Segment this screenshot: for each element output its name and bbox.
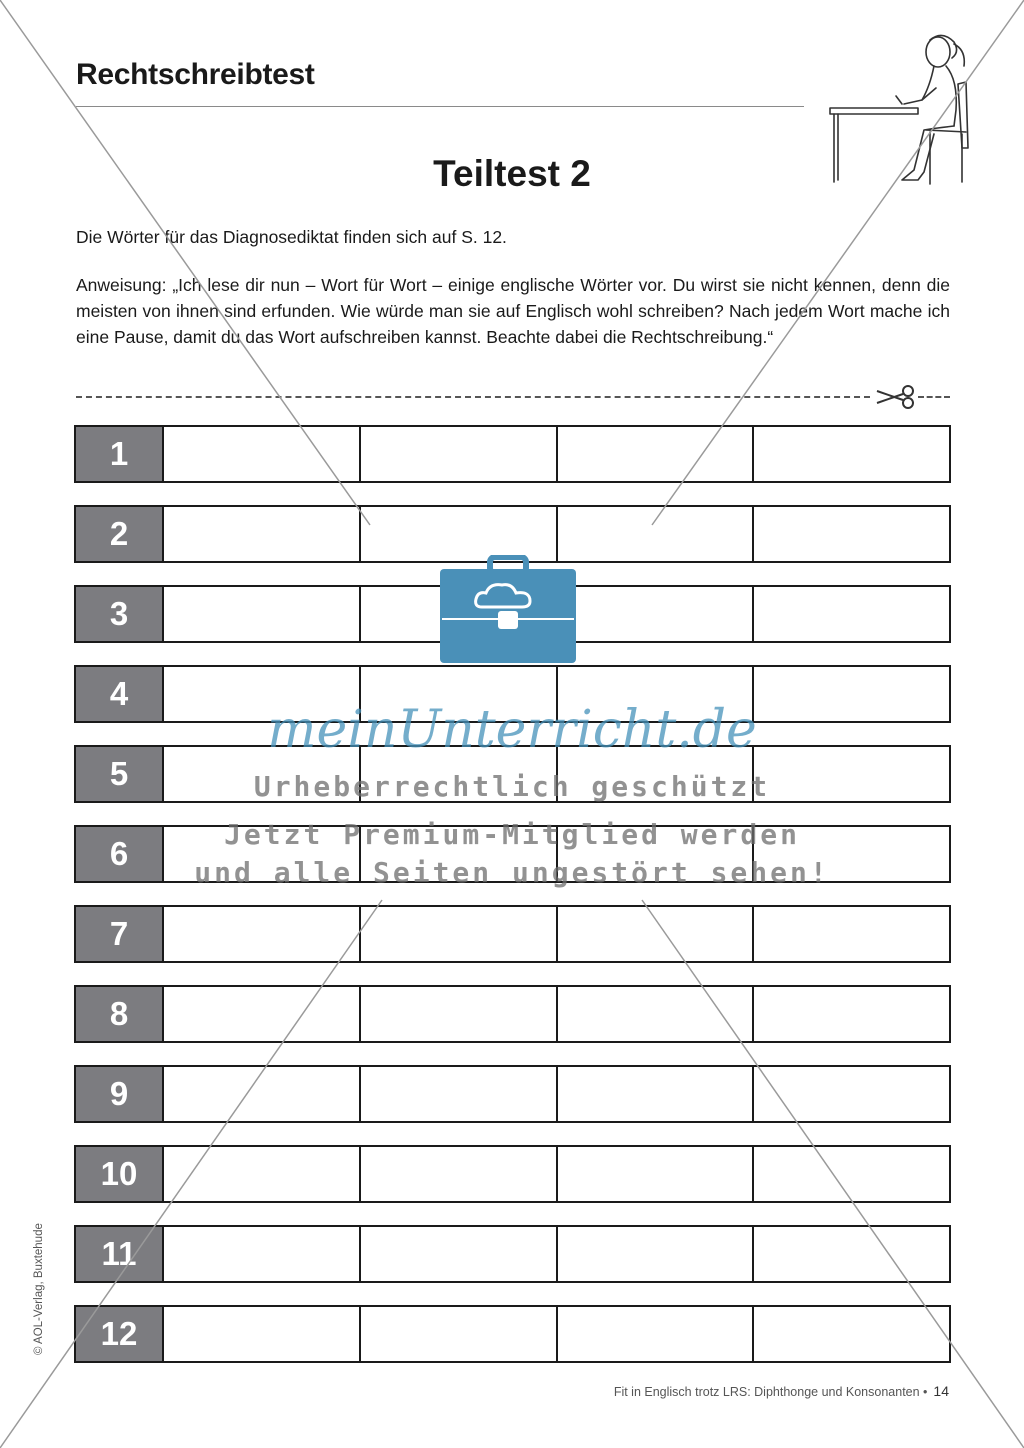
answer-cell[interactable] xyxy=(164,427,361,481)
answer-cell[interactable] xyxy=(164,507,361,561)
header-divider xyxy=(76,106,804,107)
row-number: 12 xyxy=(76,1307,164,1361)
footer-text: Fit in Englisch trotz LRS: Diphthonge und Konsonanten • xyxy=(613,1385,928,1399)
answer-row xyxy=(74,1065,951,1123)
row-number: 9 xyxy=(76,1067,164,1121)
page-footer xyxy=(614,1383,949,1399)
answer-cell[interactable] xyxy=(754,907,949,961)
answer-cell[interactable] xyxy=(754,987,949,1041)
answer-cell[interactable] xyxy=(164,1147,361,1201)
watermark-line-3: und alle Seiten ungestört sehen! xyxy=(194,856,830,889)
answer-cell[interactable] xyxy=(754,427,949,481)
answer-cell[interactable] xyxy=(164,907,361,961)
answer-row xyxy=(74,1305,951,1363)
row-number: 2 xyxy=(76,507,164,561)
watermark-line-2: Jetzt Premium-Mitglied werden xyxy=(224,818,800,851)
answer-cell[interactable] xyxy=(164,1067,361,1121)
answer-cell[interactable] xyxy=(164,987,361,1041)
row-number: 4 xyxy=(76,667,164,721)
answer-cell[interactable] xyxy=(361,907,558,961)
answer-cell[interactable] xyxy=(361,1147,558,1201)
answer-cell[interactable] xyxy=(754,1067,949,1121)
watermark-brand: meinUnterricht.de xyxy=(267,700,757,760)
answer-cell[interactable] xyxy=(754,1227,949,1281)
answer-cell[interactable] xyxy=(361,1067,558,1121)
answer-cell[interactable] xyxy=(754,587,949,641)
answer-cell[interactable] xyxy=(558,1227,755,1281)
answer-cell[interactable] xyxy=(558,1147,755,1201)
answer-cell[interactable] xyxy=(361,1307,558,1361)
row-number: 1 xyxy=(76,427,164,481)
subtest-heading: Teiltest 2 xyxy=(433,153,591,194)
answer-cell[interactable] xyxy=(754,507,949,561)
answer-row xyxy=(74,905,951,963)
answer-row xyxy=(74,1225,951,1283)
answer-cell[interactable] xyxy=(754,1307,949,1361)
page-number: 14 xyxy=(933,1383,949,1399)
copyright-notice: © AOL-Verlag, Buxtehude xyxy=(33,1223,45,1355)
answer-cell[interactable] xyxy=(558,987,755,1041)
answer-row xyxy=(74,985,951,1043)
cut-line-end xyxy=(918,396,950,398)
instruction-text: Anweisung: „Ich lese dir nun – Wort für Wort – einige englische Wörter vor. Du wirst sie nicht kennen, denn die meisten von ihnen sind erfunden. Wie würde man sie auf Englisch wohl schreiben? Nach jedem Wort mache ich eine Pause, damit du das Wort aufschreiben kannst. Beachte dabei die Rechtschreibung.“ xyxy=(76,275,950,347)
watermark-line-1: Urheberrechtlich geschützt xyxy=(253,770,771,803)
answer-cell[interactable] xyxy=(754,1147,949,1201)
row-number: 11 xyxy=(76,1227,164,1281)
answer-cell[interactable] xyxy=(164,1307,361,1361)
answer-cell[interactable] xyxy=(164,1227,361,1281)
row-number: 8 xyxy=(76,987,164,1041)
row-number: 6 xyxy=(76,827,164,881)
answer-cell[interactable] xyxy=(558,1307,755,1361)
answer-cell[interactable] xyxy=(558,1067,755,1121)
answer-cell[interactable] xyxy=(361,427,558,481)
row-number: 7 xyxy=(76,907,164,961)
row-number: 5 xyxy=(76,747,164,801)
page-header-title: Rechtschreibtest xyxy=(76,58,315,91)
answer-cell[interactable] xyxy=(361,507,558,561)
row-number: 3 xyxy=(76,587,164,641)
briefcase-cloud-logo xyxy=(438,555,578,665)
scissors-icon xyxy=(874,384,916,410)
answer-cell[interactable] xyxy=(558,507,755,561)
intro-text: Die Wörter für das Diagnosediktat finden sich auf S. 12. xyxy=(76,227,507,247)
answer-cell[interactable] xyxy=(558,587,755,641)
answer-cell[interactable] xyxy=(361,1227,558,1281)
answer-cell[interactable] xyxy=(558,427,755,481)
answer-row xyxy=(74,425,951,483)
answer-cell[interactable] xyxy=(361,987,558,1041)
answer-cell[interactable] xyxy=(558,907,755,961)
answer-row xyxy=(74,1145,951,1203)
answer-cell[interactable] xyxy=(164,587,361,641)
row-number: 10 xyxy=(76,1147,164,1201)
cut-line xyxy=(76,396,870,398)
